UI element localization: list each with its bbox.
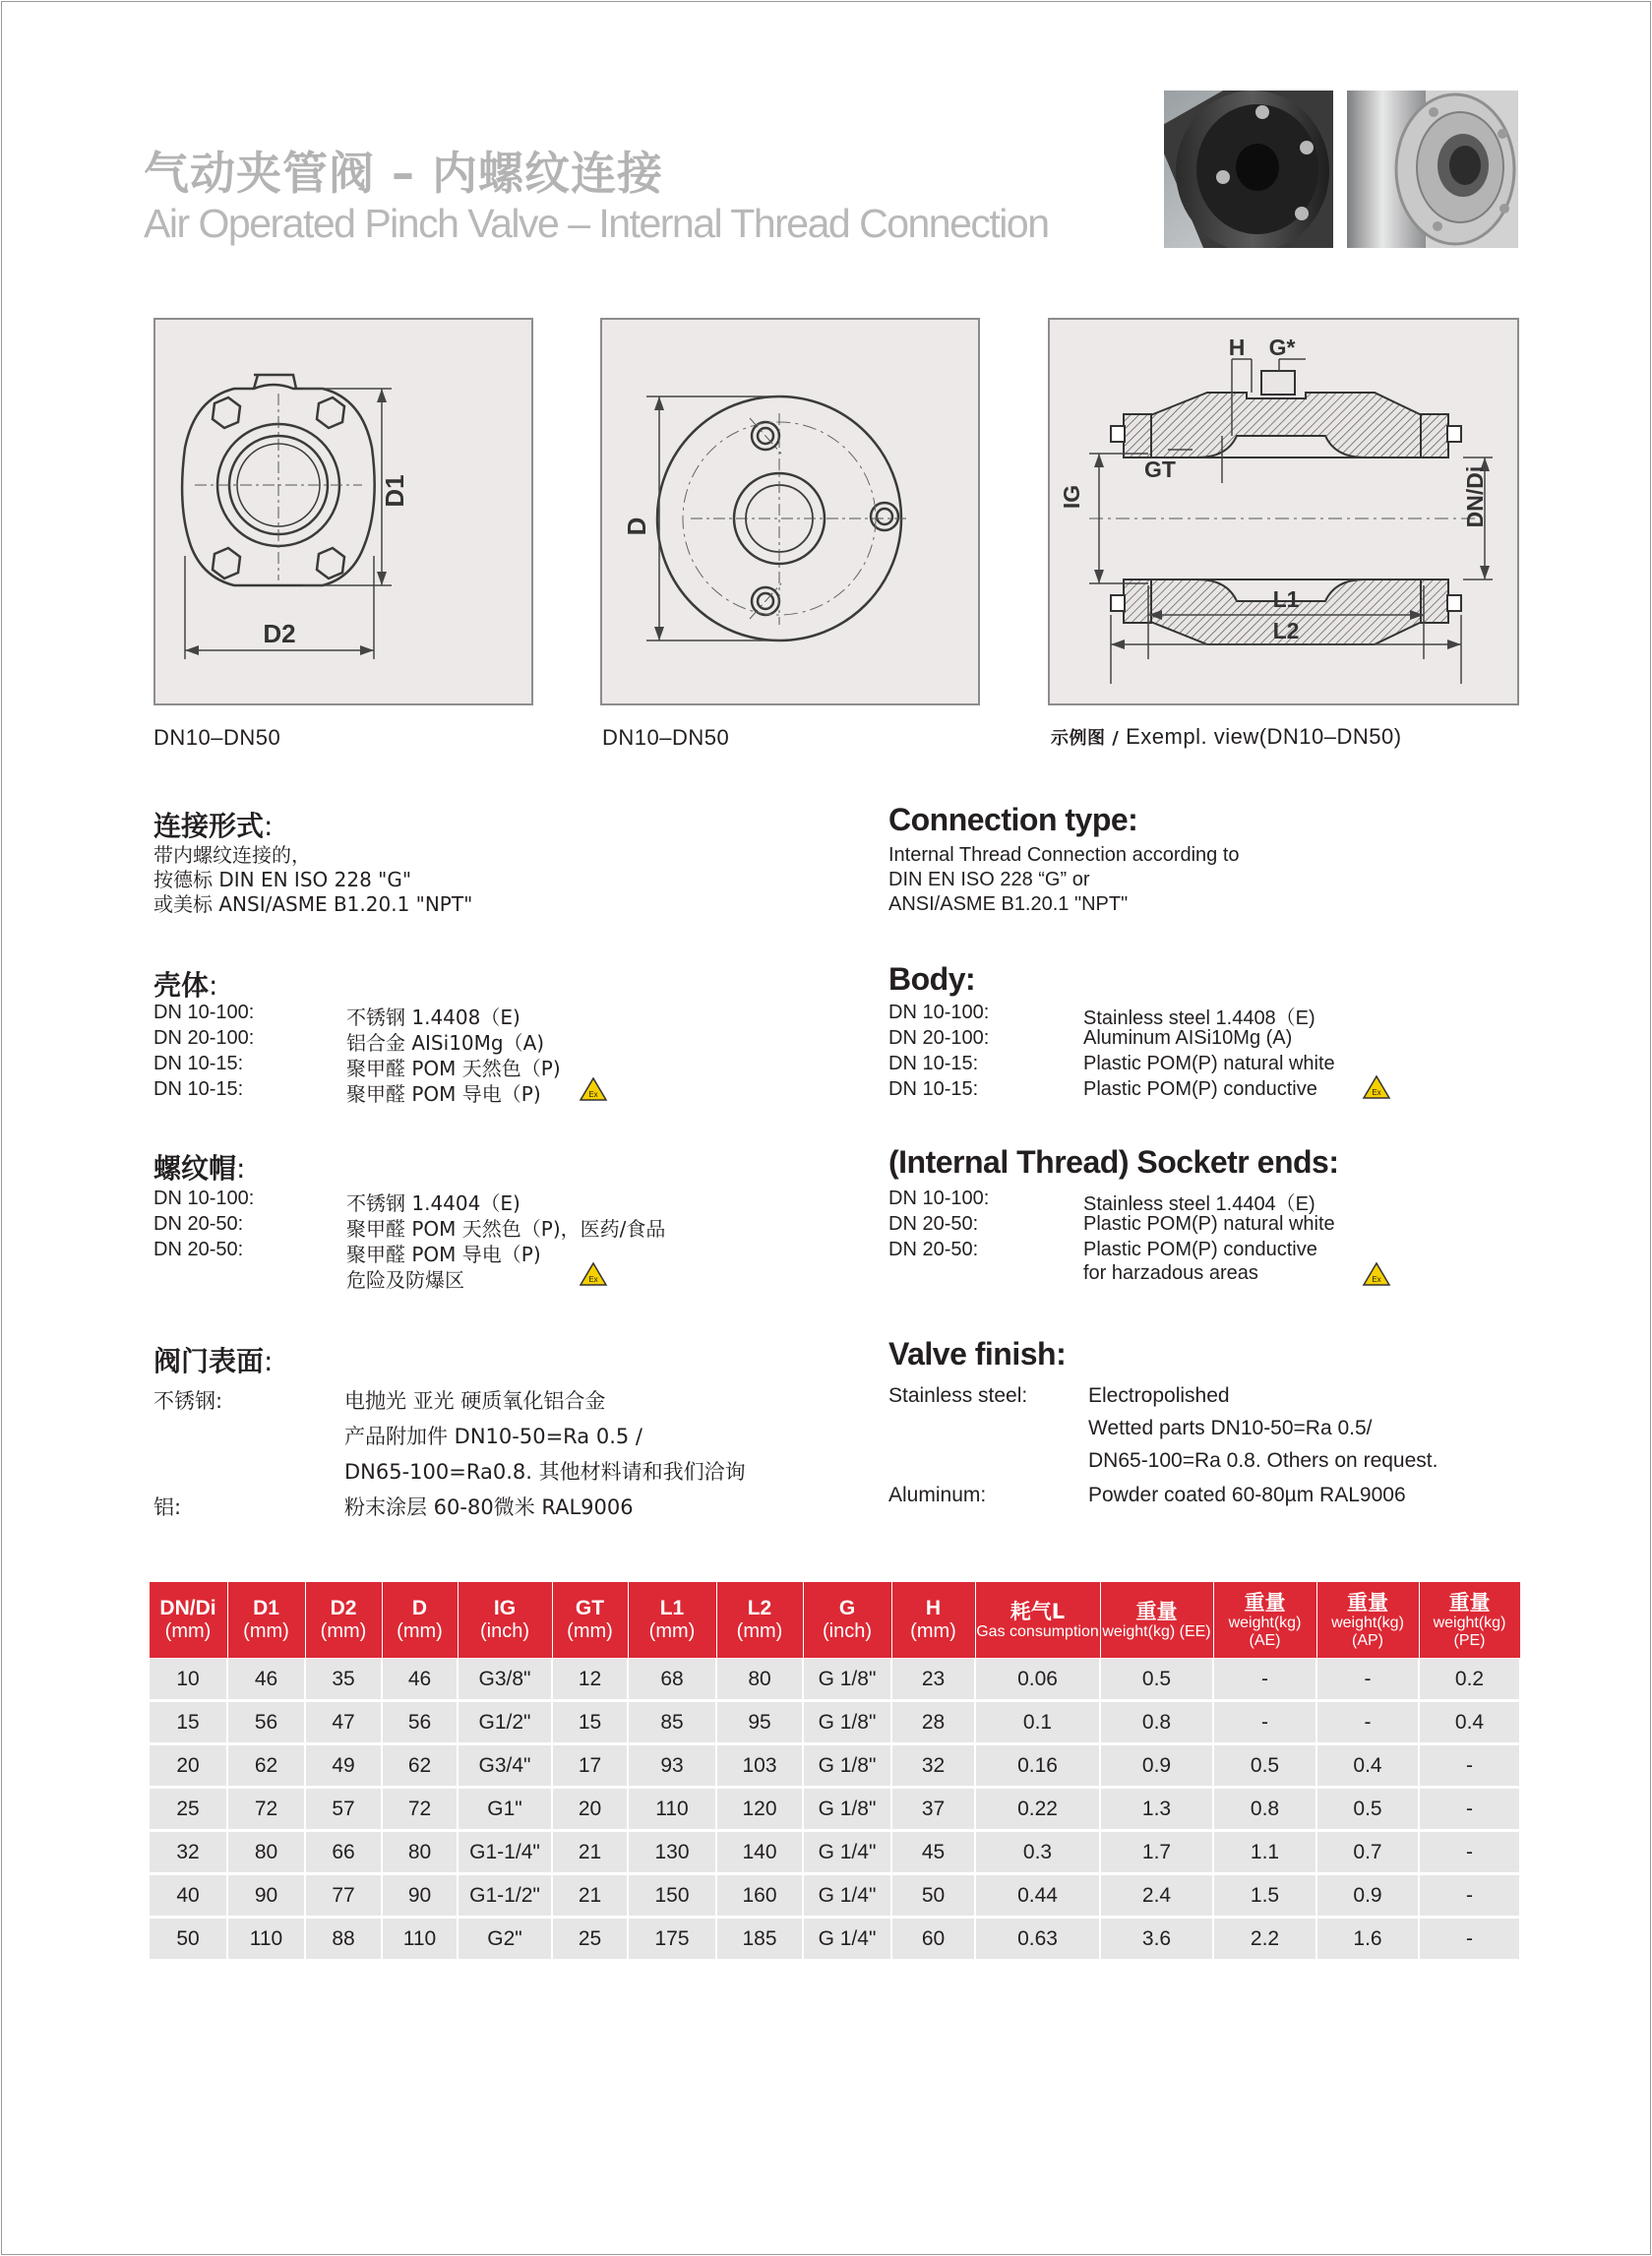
body-row-zh: 聚甲醛 POM 天然色（P) [346,1057,561,1080]
socket-row-dn: DN 20-50: [888,1213,979,1235]
table-cell: G 1/4" [803,1831,891,1874]
table-row [149,1874,1520,1918]
label-d2: D2 [263,619,296,648]
table-cell: G1/2" [458,1701,552,1744]
col-header: G (inch) [803,1582,891,1659]
table-cell: G 1/4" [803,1874,891,1918]
table-cell: - [1419,1744,1520,1788]
label-d: D [622,517,651,536]
product-photo-steel [1347,91,1518,248]
table-cell: G 1/4" [803,1918,891,1961]
socket-row-dn: DN 10-100: [888,1188,990,1209]
finish-ss-label-zh: 不锈钢: [153,1389,223,1413]
table-cell: 17 [552,1744,628,1788]
table-cell: 68 [628,1659,716,1701]
finish-al-line-zh: 粉末涂层 60-80微米 RAL9006 [344,1495,634,1519]
col-header: IG (inch) [458,1582,552,1659]
socket-extra-en: for harzadous areas [1083,1262,1258,1284]
body-row-dn: DN 10-15: [153,1078,244,1100]
col-header: 耗气L Gas consumption [975,1582,1100,1659]
col-header: 重量 weight(kg) (PE) [1419,1582,1520,1659]
body-row-dn: DN 10-100: [888,1002,990,1023]
table-cell: G3/4" [458,1744,552,1788]
table-cell: 0.1 [975,1701,1100,1744]
page-title-en: Air Operated Pinch Valve – Internal Thread Connection [144,201,1049,246]
table-cell: 0.9 [1100,1744,1213,1788]
table-cell: 110 [628,1788,716,1831]
finish-ss-label-en: Stainless steel: [888,1384,1028,1407]
heading-body-en: Body: [888,961,976,997]
caption-flange-view: DN10–DN50 [602,725,730,750]
table-cell: 25 [149,1788,227,1831]
table-cell: 72 [382,1788,458,1831]
table-cell: 95 [716,1701,803,1744]
table-cell: 28 [891,1701,975,1744]
table-cell: 88 [305,1918,382,1961]
label-ig: IG [1059,484,1084,510]
drawing-section-view [1048,318,1519,705]
socket-row-dn: DN 10-100: [153,1188,255,1209]
table-cell: 66 [305,1831,382,1874]
table-cell: 50 [891,1874,975,1918]
table-cell: 62 [227,1744,305,1788]
table-cell: 62 [382,1744,458,1788]
socket-row-dn: DN 20-50: [153,1239,244,1260]
heading-body-zh: 壳体: [153,969,218,1002]
socket-extra-zh: 危险及防爆区 [346,1268,464,1292]
ex-warning-icon [579,1261,608,1287]
finish-al-line-en: Powder coated 60-80µm RAL9006 [1088,1484,1406,1506]
label-h: H [1228,335,1246,360]
product-photo-black [1164,91,1333,248]
table-cell: 130 [628,1831,716,1874]
table-row [149,1831,1520,1874]
table-cell: 0.7 [1316,1831,1419,1874]
table-cell: 120 [716,1788,803,1831]
col-header: L1 (mm) [628,1582,716,1659]
socket-row-en: Plastic POM(P) natural white [1083,1213,1335,1235]
table-body [149,1659,1520,1961]
label-dn-di: DN/Di [1462,465,1488,528]
table-cell: 140 [716,1831,803,1874]
body-row-dn: DN 10-15: [888,1078,979,1100]
table-cell: G1-1/4" [458,1831,552,1874]
table-cell: 23 [891,1659,975,1701]
table-cell: 40 [149,1874,227,1918]
col-header: 重量 weight(kg) (EE) [1100,1582,1213,1659]
socket-row-dn: DN 20-50: [888,1239,979,1260]
table-row [149,1701,1520,1744]
table-cell: 1.6 [1316,1918,1419,1961]
caption-section-view: 示例图 / Exempl. view(DN10–DN50) [1051,724,1402,749]
finish-ss-line-zh: 电抛光 亚光 硬质氧化铝合金 [344,1389,606,1413]
table-cell: 90 [382,1874,458,1918]
table-row [149,1659,1520,1701]
table-cell: 0.5 [1100,1659,1213,1701]
col-header: GT (mm) [552,1582,628,1659]
table-cell: 185 [716,1918,803,1961]
heading-socket-en: (Internal Thread) Socketr ends: [888,1144,1339,1180]
table-cell: 25 [552,1918,628,1961]
body-row-en: Aluminum AISi10Mg (A) [1083,1027,1293,1049]
table-row [149,1918,1520,1961]
table-cell: 21 [552,1831,628,1874]
table-cell: 80 [382,1831,458,1874]
ex-warning-icon [1362,1261,1391,1287]
table-cell: 2.4 [1100,1874,1213,1918]
table-cell: 15 [552,1701,628,1744]
heading-finish-en: Valve finish: [888,1336,1067,1372]
table-cell: 0.16 [975,1744,1100,1788]
table-cell: 56 [227,1701,305,1744]
drawing-front-view [153,318,533,705]
col-header: 重量 weight(kg) (AP) [1316,1582,1419,1659]
socket-row-zh: 不锈钢 1.4404（E) [346,1191,520,1215]
finish-ss-line-zh: 产品附加件 DN10-50=Ra 0.5 / [344,1425,642,1448]
finish-ss-line-en: Electropolished [1088,1384,1230,1407]
col-header: D1 (mm) [227,1582,305,1659]
drawing-flange-view [600,318,980,705]
label-gt: GT [1144,457,1176,482]
label-l2: L2 [1272,618,1300,643]
label-d1: D1 [380,474,409,508]
table-cell: 0.8 [1100,1701,1213,1744]
table-cell: - [1316,1701,1419,1744]
col-header: D2 (mm) [305,1582,382,1659]
table-cell: 56 [382,1701,458,1744]
table-cell: 72 [227,1788,305,1831]
col-header: D (mm) [382,1582,458,1659]
table-cell: 77 [305,1874,382,1918]
connection-text-en: Internal Thread Connection according to DIN EN ISO 228 “G” or ANSI/ASME B1.20.1 "NPT" [888,844,1240,915]
table-cell: 0.06 [975,1659,1100,1701]
svg-text:Ex: Ex [1372,1088,1381,1097]
table-cell: G 1/8" [803,1788,891,1831]
table-cell: 2.2 [1213,1918,1316,1961]
table-cell: 1.5 [1213,1874,1316,1918]
table-cell: 103 [716,1744,803,1788]
socket-row-zh: 聚甲醛 POM 导电（P) [346,1243,541,1266]
table-row [149,1788,1520,1831]
table-cell: 80 [227,1831,305,1874]
table-cell: 150 [628,1874,716,1918]
table-cell: 0.5 [1213,1744,1316,1788]
finish-al-label-en: Aluminum: [888,1484,987,1506]
table-cell: 93 [628,1744,716,1788]
table-cell: 32 [149,1831,227,1874]
table-cell: 32 [891,1744,975,1788]
table-cell: 160 [716,1874,803,1918]
table-cell: 110 [227,1918,305,1961]
body-row-dn: DN 10-15: [153,1053,244,1074]
finish-ss-line-zh: DN65-100=Ra0.8. 其他材料请和我们洽询 [344,1460,746,1484]
spec-table [148,1581,1521,1962]
table-cell: 85 [628,1701,716,1744]
finish-ss-line-en: DN65-100=Ra 0.8. Others on request. [1088,1449,1438,1472]
table-cell: 0.2 [1419,1659,1520,1701]
table-cell: 49 [305,1744,382,1788]
body-row-zh: 聚甲醛 POM 导电（P) [346,1082,541,1106]
table-header-row [149,1582,1520,1659]
table-cell: G2" [458,1918,552,1961]
heading-connection-en: Connection type: [888,802,1138,837]
table-cell: 46 [382,1659,458,1701]
body-row-zh: 铝合金 AISi10Mg（A) [346,1031,545,1055]
finish-al-label-zh: 铝: [153,1495,182,1519]
svg-text:Ex: Ex [588,1090,598,1099]
table-cell: - [1213,1701,1316,1744]
ex-warning-icon [579,1076,608,1102]
table-cell: 10 [149,1659,227,1701]
socket-row-en: Plastic POM(P) conductive [1083,1239,1317,1260]
table-cell: 0.63 [975,1918,1100,1961]
svg-text:Ex: Ex [588,1275,598,1284]
table-cell: 110 [382,1918,458,1961]
table-cell: 57 [305,1788,382,1831]
table-cell: 0.3 [975,1831,1100,1874]
ex-warning-icon [1362,1074,1391,1100]
table-cell: 0.44 [975,1874,1100,1918]
label-gstar: G* [1268,335,1296,360]
table-cell: 37 [891,1788,975,1831]
table-cell: 0.9 [1316,1874,1419,1918]
body-row-en: Stainless steel 1.4408（E) [1083,1007,1315,1029]
col-header: L2 (mm) [716,1582,803,1659]
table-cell: - [1316,1659,1419,1701]
table-cell: 20 [149,1744,227,1788]
table-cell: 47 [305,1701,382,1744]
body-row-en: Plastic POM(P) natural white [1083,1053,1335,1074]
table-cell: 175 [628,1918,716,1961]
table-cell: 35 [305,1659,382,1701]
table-cell: 0.22 [975,1788,1100,1831]
socket-row-zh: 聚甲醛 POM 天然色（P)，医药/食品 [346,1217,666,1241]
socket-row-dn: DN 20-50: [153,1213,244,1235]
table-cell: G1" [458,1788,552,1831]
table-cell: 46 [227,1659,305,1701]
table-cell: - [1419,1918,1520,1961]
svg-text:Ex: Ex [1372,1275,1381,1284]
caption-front-view: DN10–DN50 [153,725,281,750]
table-cell: 0.8 [1213,1788,1316,1831]
table-cell: 0.4 [1419,1701,1520,1744]
table-cell: 1.7 [1100,1831,1213,1874]
table-cell: 1.3 [1100,1788,1213,1831]
body-row-zh: 不锈钢 1.4408（E) [346,1006,520,1029]
page-title-zh: 气动夹管阀 – 内螺纹连接 [144,147,664,200]
socket-row-en: Stainless steel 1.4404（E) [1083,1193,1315,1215]
table-cell: 3.6 [1100,1918,1213,1961]
table-cell: 80 [716,1659,803,1701]
table-cell: 90 [227,1874,305,1918]
table-cell: - [1419,1831,1520,1874]
finish-ss-line-en: Wetted parts DN10-50=Ra 0.5/ [1088,1417,1373,1439]
body-row-en: Plastic POM(P) conductive [1083,1078,1317,1100]
table-cell: G 1/8" [803,1701,891,1744]
col-header: DN/Di (mm) [149,1582,227,1659]
table-cell: 0.5 [1316,1788,1419,1831]
table-cell: 15 [149,1701,227,1744]
table-cell: G 1/8" [803,1659,891,1701]
table-cell: 0.4 [1316,1744,1419,1788]
col-header: H (mm) [891,1582,975,1659]
heading-finish-zh: 阀门表面: [153,1345,274,1377]
table-cell: G1-1/2" [458,1874,552,1918]
table-cell: G 1/8" [803,1744,891,1788]
table-cell: 12 [552,1659,628,1701]
table-cell: 45 [891,1831,975,1874]
table-cell: - [1419,1788,1520,1831]
table-cell: G3/8" [458,1659,552,1701]
table-cell: - [1213,1659,1316,1701]
body-row-dn: DN 10-15: [888,1053,979,1074]
body-row-dn: DN 10-100: [153,1002,255,1023]
label-l1: L1 [1272,586,1300,612]
table-cell: 21 [552,1874,628,1918]
heading-connection-zh: 连接形式: [153,810,274,842]
table-cell: 60 [891,1918,975,1961]
connection-text-zh: 带内螺纹连接的， 按德标 DIN EN ISO 228 "G" 或美标 ANSI/ASME B1.20.1 "NPT" [153,843,473,916]
col-header: 重量 weight(kg) (AE) [1213,1582,1316,1659]
table-cell: - [1419,1874,1520,1918]
table-row [149,1744,1520,1788]
body-row-dn: DN 20-100: [888,1027,990,1049]
heading-socket-zh: 螺纹帽: [153,1152,246,1185]
table-cell: 1.1 [1213,1831,1316,1874]
body-row-dn: DN 20-100: [153,1027,255,1049]
table-cell: 50 [149,1918,227,1961]
table-cell: 20 [552,1788,628,1831]
